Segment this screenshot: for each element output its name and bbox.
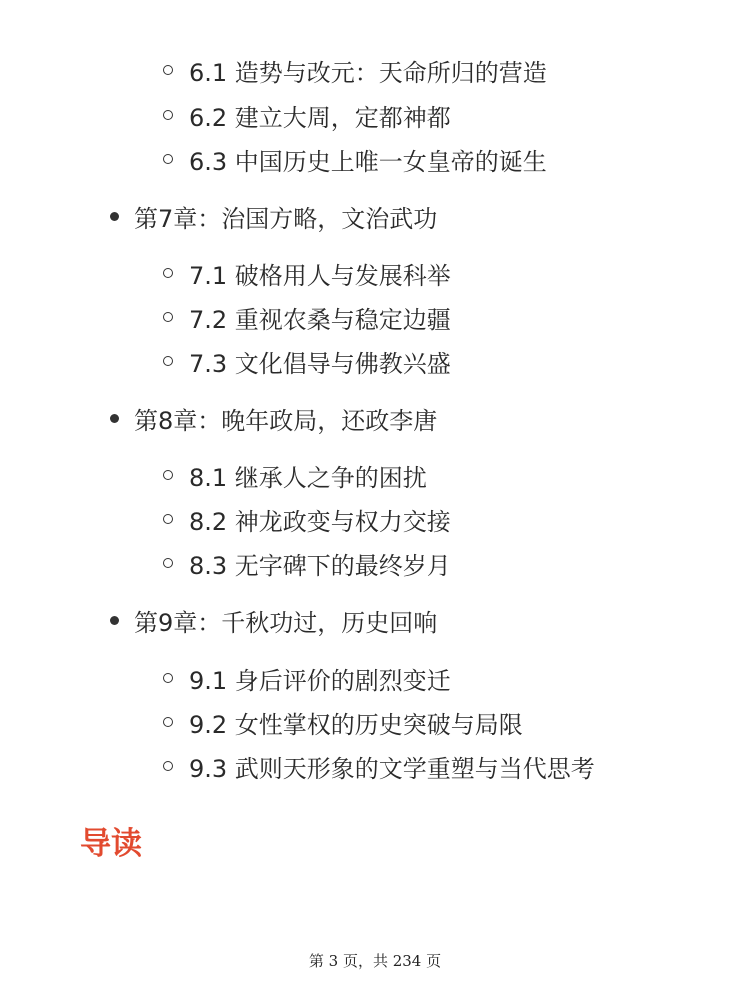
toc-item-text: 6.1 造势与改元：天命所归的营造 — [189, 58, 547, 87]
toc-item-text: 6.3 中国历史上唯一女皇帝的诞生 — [189, 147, 547, 176]
hollow-bullet-icon — [163, 154, 173, 164]
toc-item-6-2 — [163, 95, 451, 135]
toc-item-text: 8.3 无字碑下的最终岁月 — [189, 551, 451, 580]
toc-chapter-8 — [110, 398, 437, 438]
hollow-bullet-icon — [163, 65, 173, 75]
toc-item-text: 8.2 神龙政变与权力交接 — [189, 507, 451, 536]
toc-chapter-7 — [110, 196, 437, 236]
toc-item-text: 9.3 武则天形象的文学重塑与当代思考 — [189, 754, 595, 783]
toc-item-8-1 — [163, 455, 427, 495]
toc-item-9-2 — [163, 702, 523, 742]
hollow-bullet-icon — [163, 514, 173, 524]
toc-chapter-9 — [110, 600, 437, 640]
hollow-bullet-icon — [163, 673, 173, 683]
toc-item-text: 9.1 身后评价的剧烈变迁 — [189, 666, 451, 695]
toc-item-8-3 — [163, 543, 451, 583]
toc-item-6-3 — [163, 139, 547, 179]
hollow-bullet-icon — [163, 356, 173, 366]
toc-item-7-2 — [163, 297, 451, 337]
hollow-bullet-icon — [163, 470, 173, 480]
filled-bullet-icon — [110, 212, 119, 221]
hollow-bullet-icon — [163, 761, 173, 771]
page-footer: 第 3 页，共 234 页 — [308, 952, 442, 970]
toc-item-text: 7.3 文化倡导与佛教兴盛 — [189, 349, 451, 378]
hollow-bullet-icon — [163, 110, 173, 120]
toc-item-text: 7.2 重视农桑与稳定边疆 — [189, 305, 451, 334]
toc-item-text: 9.2 女性掌权的历史突破与局限 — [189, 710, 523, 739]
toc-item-text: 8.1 继承人之争的困扰 — [189, 463, 427, 492]
hollow-bullet-icon — [163, 268, 173, 278]
toc-chapter-text: 第8章：晚年政局，还政李唐 — [134, 406, 438, 435]
toc-item-9-3 — [163, 746, 595, 786]
toc-item-text: 7.1 破格用人与发展科举 — [189, 261, 451, 290]
hollow-bullet-icon — [163, 717, 173, 727]
toc-item-8-2 — [163, 499, 451, 539]
toc-chapter-text: 第7章：治国方略，文治武功 — [134, 204, 438, 233]
hollow-bullet-icon — [163, 312, 173, 322]
toc-item-7-3 — [163, 341, 451, 381]
section-heading: 导读 — [80, 826, 142, 862]
filled-bullet-icon — [110, 414, 119, 423]
toc-item-7-1 — [163, 253, 451, 293]
filled-bullet-icon — [110, 616, 119, 625]
hollow-bullet-icon — [163, 558, 173, 568]
toc-item-text: 6.2 建立大周，定都神都 — [189, 103, 451, 132]
toc-chapter-text: 第9章：千秋功过，历史回响 — [134, 608, 438, 637]
toc-item-9-1 — [163, 658, 451, 698]
toc-item-6-1 — [163, 50, 547, 90]
